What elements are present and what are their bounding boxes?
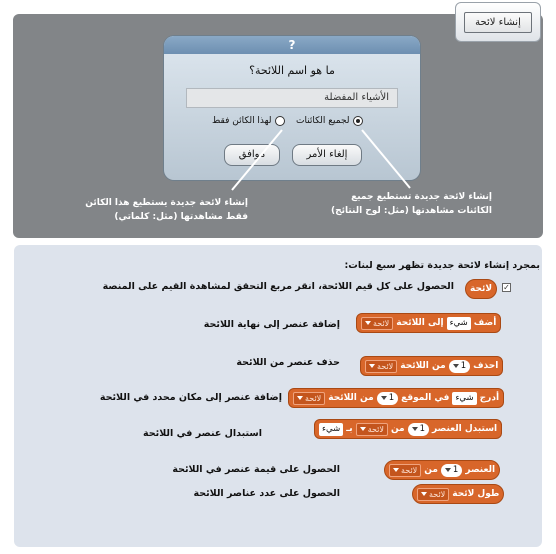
block-label: استبدل العنصر [432, 424, 498, 434]
length-of-list-block[interactable] [412, 484, 504, 504]
callout-one-line2: فقط مشاهدتها (مثل: كلماتي) [114, 212, 248, 222]
pointer-line-one [232, 130, 282, 190]
block-label: في الموقع [401, 393, 450, 403]
show-list-checkbox[interactable]: ✓ [503, 283, 510, 292]
text-slot[interactable]: شيء [452, 392, 476, 405]
block-label: العنصر [465, 465, 496, 475]
row-description: حذف عنصر من اللائحة [236, 357, 340, 368]
dropdown-value: لائحة [429, 489, 446, 499]
callout-all-line2: الكائنات مشاهدتها (مثل: لوح النتائج) [330, 206, 492, 216]
list-name-input[interactable]: الأشياء المفضلة [186, 88, 398, 108]
number-slot[interactable] [377, 392, 398, 405]
slot-value: 1 [460, 360, 467, 371]
dropdown-arrow-icon [393, 468, 399, 472]
callout-all-line1: إنشاء لائحة جديدة تستطيع جميع [351, 192, 492, 202]
add-to-list-block[interactable] [356, 313, 501, 333]
number-slot[interactable] [408, 423, 429, 436]
list-dropdown[interactable] [389, 464, 421, 477]
block-label: من [390, 424, 405, 434]
block-label: بـ [346, 424, 353, 434]
dropdown-arrow-icon [360, 427, 366, 431]
list-dropdown[interactable] [356, 423, 388, 436]
delete-from-list-block[interactable] [360, 356, 503, 376]
slot-value: 1 [388, 392, 395, 403]
dropdown-value: لائحة [373, 318, 390, 328]
item-of-list-block[interactable] [384, 460, 500, 480]
insert-into-list-block[interactable] [288, 388, 504, 408]
list-reporter-block[interactable] [465, 279, 497, 299]
ok-button[interactable]: موافق [224, 144, 280, 166]
row-description: الحصول على كل قيم اللائحة، انقر مربع التحقق لمشاهدة القيم على المنصة [102, 281, 454, 292]
dropdown-arrow-icon [381, 396, 387, 400]
radio-one-label: لهذا الكائن فقط [212, 116, 272, 126]
row-description: الحصول على عدد عناصر اللائحة [193, 488, 340, 499]
callout-all-sprites [294, 190, 492, 218]
dropdown-arrow-icon [421, 492, 427, 496]
dropdown-arrow-icon [369, 364, 375, 368]
block-label: من اللائحة [400, 361, 446, 371]
radio-all-label: لجميع الكائنات [296, 116, 350, 126]
block-label: احذف [473, 361, 499, 371]
replace-item-block[interactable] [314, 419, 502, 439]
list-dropdown[interactable] [361, 317, 393, 330]
text-slot[interactable]: شيء [319, 423, 343, 436]
number-slot[interactable] [449, 360, 470, 373]
dropdown-arrow-icon [412, 427, 418, 431]
block-label: إلى اللائحة [396, 318, 444, 328]
block-label: أضف [473, 318, 497, 328]
block-label: طول لائحة [452, 489, 500, 499]
dialog-title: ? [164, 36, 420, 54]
pointer-line-all [362, 130, 410, 188]
new-list-button[interactable]: إنشاء لائحة [464, 12, 532, 33]
callout-one-line1: إنشاء لائحة جديدة يستطيع هذا الكائن [85, 198, 248, 208]
slot-value: 1 [452, 464, 459, 475]
dropdown-arrow-icon [445, 468, 451, 472]
block-label: أدرج [479, 393, 500, 403]
number-slot[interactable] [441, 464, 462, 477]
list-dropdown[interactable] [365, 360, 397, 373]
panel-title: بمجرد إنشاء لائحة جديدة تظهر سبع لبنات: [344, 260, 540, 271]
dropdown-arrow-icon [453, 364, 459, 368]
list-dropdown[interactable] [417, 488, 449, 501]
block-label: من [424, 465, 438, 475]
dropdown-value: لائحة [377, 361, 394, 371]
callout-this-sprite-only [32, 196, 248, 224]
dropdown-value: لائحة [367, 424, 384, 434]
list-dropdown[interactable] [293, 392, 325, 405]
dropdown-value: لائحة [401, 465, 418, 475]
row-description: إضافة عنصر إلى نهاية اللائحة [203, 319, 340, 330]
dropdown-arrow-icon [365, 321, 371, 325]
row-description: إضافة عنصر إلى مكان محدد في اللائحة [99, 392, 282, 403]
block-label: من اللائحة [328, 393, 374, 403]
slot-value: 1 [419, 423, 426, 434]
dialog-question: ما هو اسم اللائحة؟ [249, 64, 335, 77]
row-description: استبدال عنصر في اللائحة [143, 428, 262, 439]
block-label: لائحة [470, 284, 493, 294]
row-description: الحصول على قيمة عنصر في اللائحة [172, 464, 340, 475]
dropdown-value: لائحة [305, 393, 322, 403]
cancel-button[interactable]: إلغاء الأمر [292, 144, 362, 166]
dropdown-arrow-icon [297, 396, 303, 400]
text-slot[interactable]: شيء [447, 317, 471, 330]
